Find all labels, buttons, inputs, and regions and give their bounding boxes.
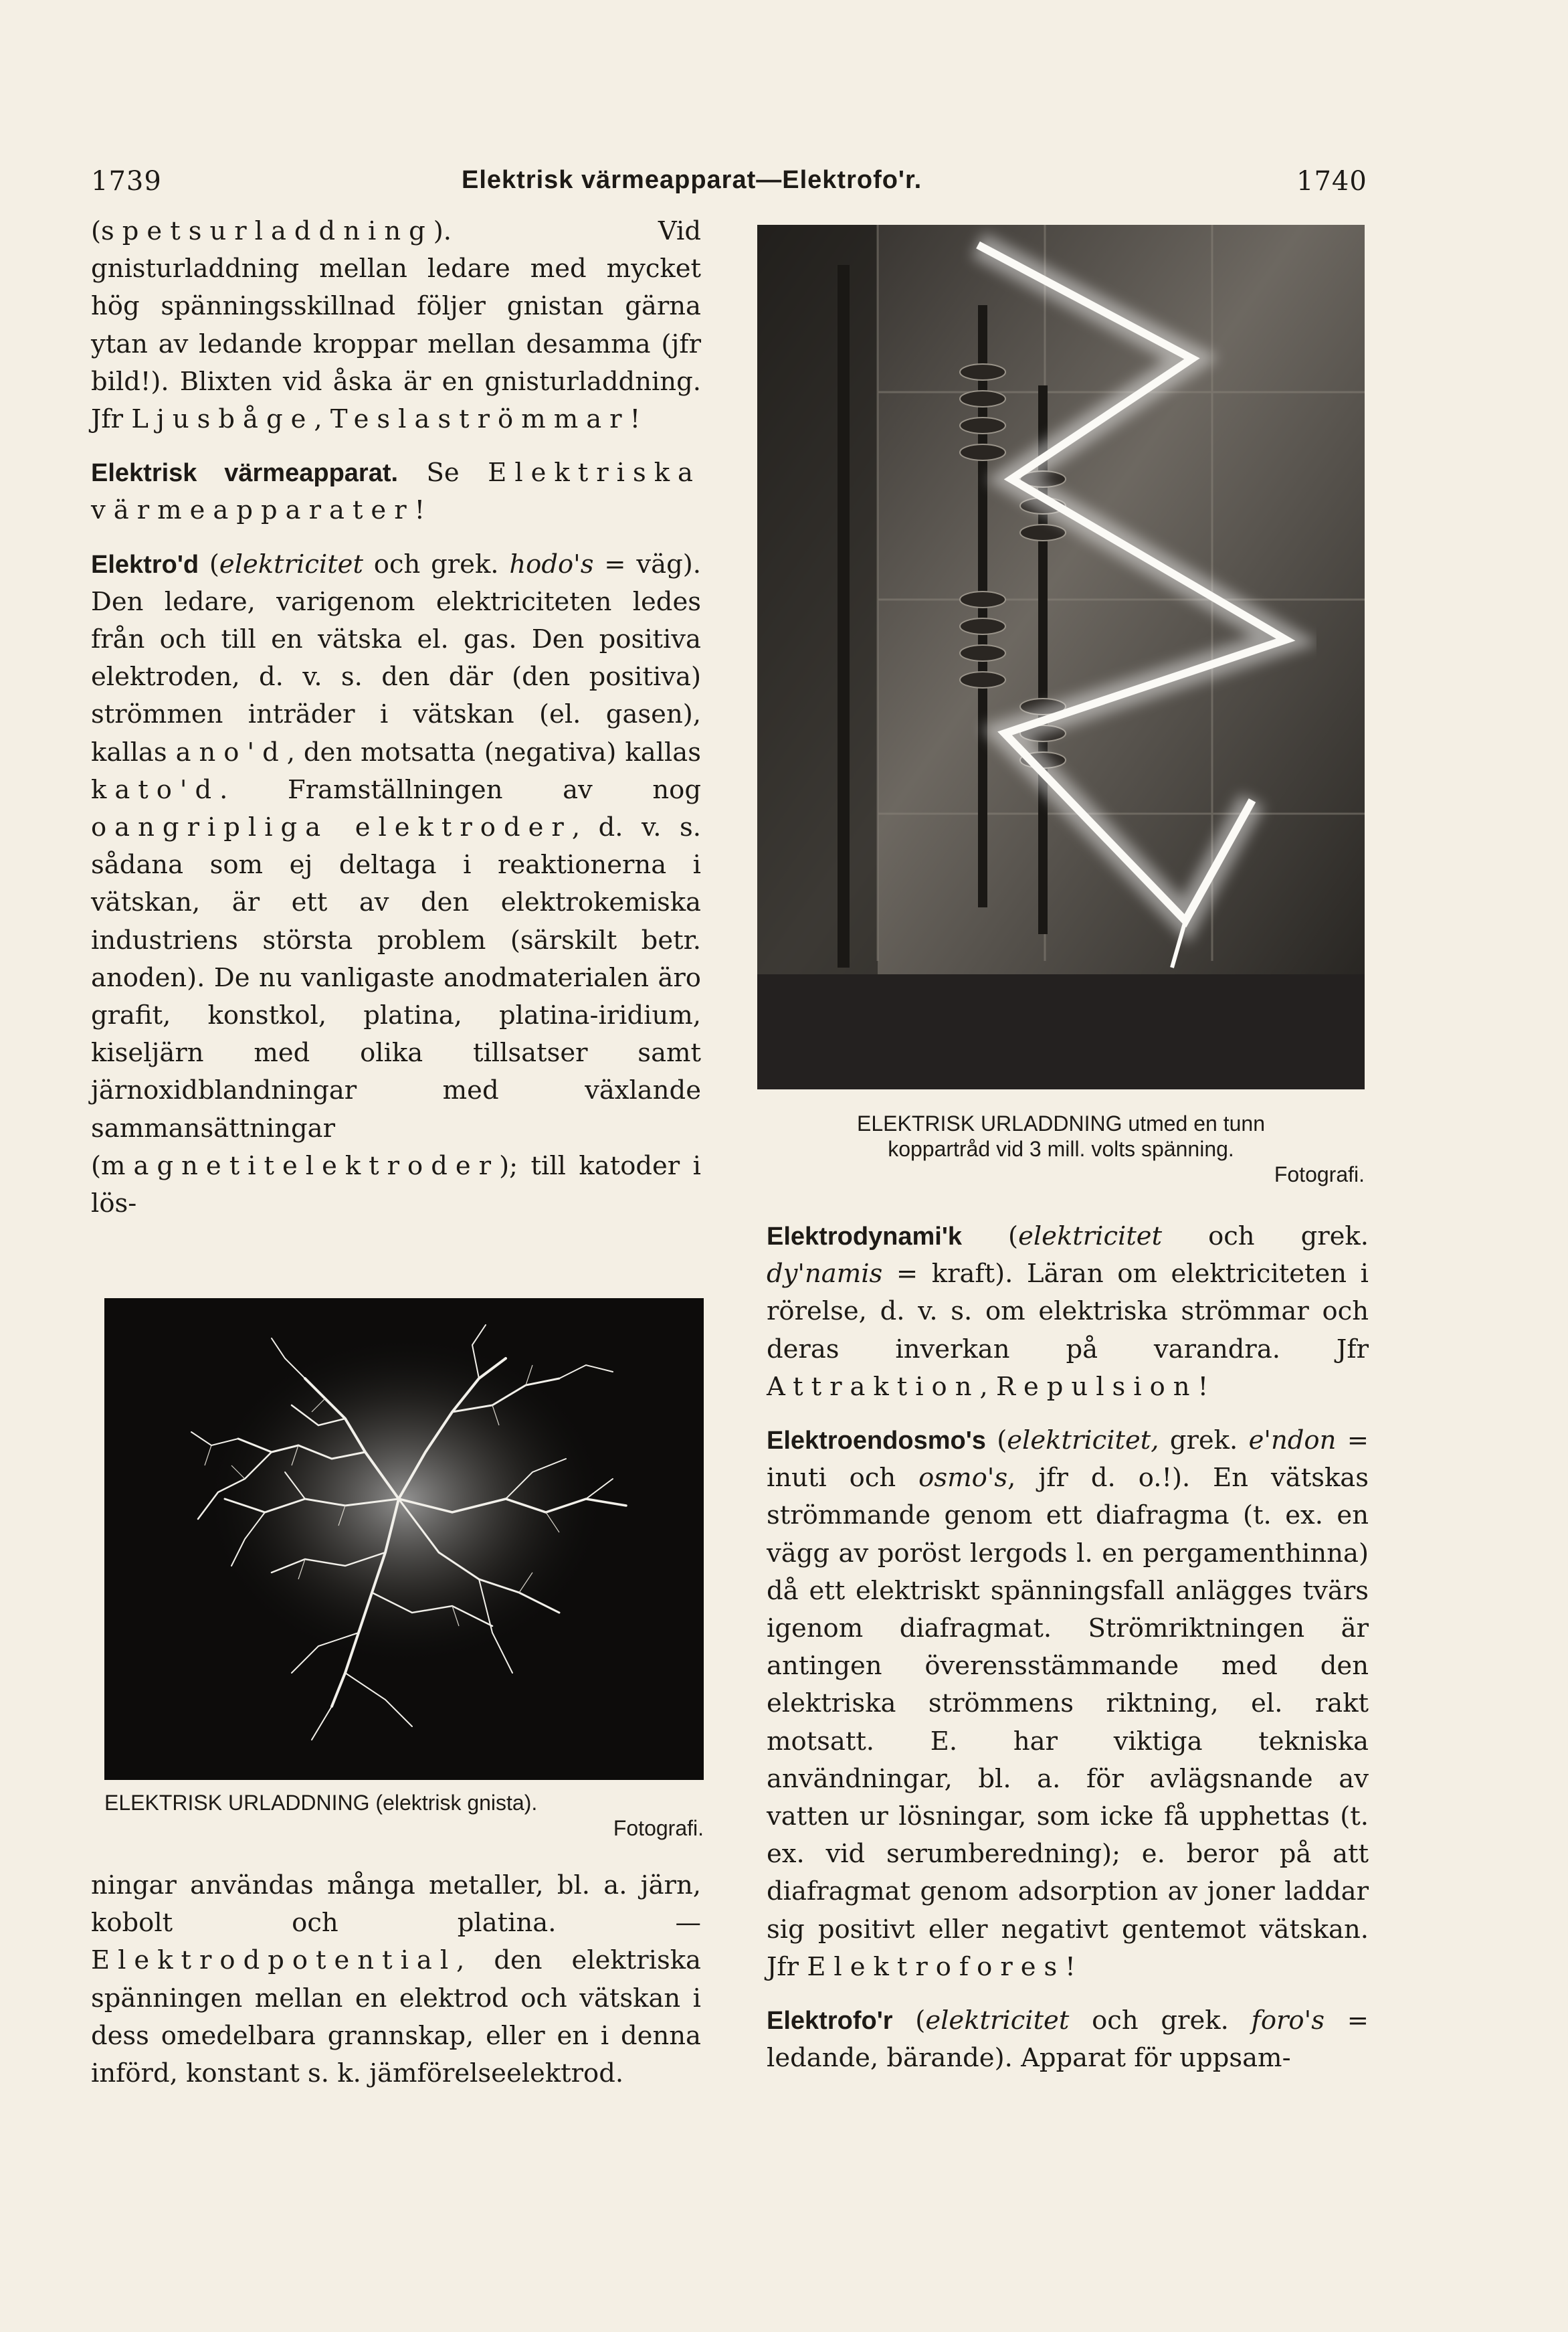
entry-headword: Elektrofo'r <box>767 2007 893 2036</box>
caption-line: ELEKTRISK URLADDNING (elektrisk gnista). <box>104 1791 538 1815</box>
caption-credit: Fotografi. <box>613 1816 704 1840</box>
text-run: , d. v. s. sådana som ej deltaga i reaktionerna i vätskan, är ett av den elektrokemiska industriens största problem (särskilt betr. anoden). De nu vanligaste anodmaterialen äro grafit, konstkol, platina, platina-iridium, kiseljärn med olika tillsatser samt järnoxidblandningar med växlande sammansättningar ( <box>91 812 701 1181</box>
page-number-left: 1739 <box>91 166 162 197</box>
text-run: = inuti och <box>767 1425 1369 1494</box>
text-run: ( <box>892 2005 926 2036</box>
text-run: , den motsatta (negativa) kallas <box>286 737 702 768</box>
caption-line: ELEKTRISK URLADDNING utmed en tunn <box>856 1111 1265 1136</box>
text-run: och grek. <box>363 549 510 579</box>
text-run: = kraft). Läran om elektriciteten i rörelse, d. v. s. om elektriska strömmar och deras inverkan på varandra. Jfr <box>767 1259 1369 1364</box>
spaced-term: ano'd <box>175 737 287 768</box>
text-run: ! <box>1065 1951 1076 1982</box>
entry-headword: Elektro'd <box>91 550 199 579</box>
text-run: och grek. <box>1162 1221 1369 1251</box>
entry-headword: Elektrisk värmeapparat. <box>91 459 399 488</box>
text-run: ! <box>629 404 641 435</box>
etymology-term: osmo's <box>918 1463 1008 1494</box>
page-number-right: 1740 <box>1296 166 1367 197</box>
entry-headword: Elektrodynami'k <box>767 1223 963 1251</box>
text-run: ningar användas många metaller, bl. a. järn, kobolt och platina. — <box>91 1870 701 1939</box>
text-run: och grek. <box>1069 2005 1252 2036</box>
entry-elektrofor <box>767 2002 1369 2077</box>
text-run: ( <box>985 1425 1007 1456</box>
text-run: ( <box>199 549 219 579</box>
text-run: ); till katoder i lös- <box>91 1150 701 1219</box>
text-run: . Framställningen av nog <box>219 774 701 805</box>
text-run: = väg). Den ledare, varigenom elektriciteten ledes från och till en vätska el. gas. Den positiva elektroden, d. v. s. den där (den positiva) strömmen inträder i vätskan (el. gasen), kallas <box>91 549 701 768</box>
spark-photo-caption <box>104 1790 704 1841</box>
spaced-term: oangripliga elektroder <box>91 812 572 843</box>
cross-reference: Ljusbåge <box>131 404 314 435</box>
zigzag-discharge-photo <box>757 225 1365 1089</box>
spark-photo <box>104 1298 704 1780</box>
cross-reference: Attraktion <box>767 1371 980 1402</box>
entry-elektrod-continued <box>91 1867 701 2092</box>
etymology-term: elektricitet, <box>1007 1425 1159 1456</box>
cross-reference: Elektriska värmeapparater <box>91 458 701 526</box>
text-run: ). Vid gnisturladdning mellan ledare med mycket hög spänningsskillnad följer gnistan gärna ytan av ledande kroppar mellan desamma (jfr bild!). Blixten vid åska är en gnisturladdning. Jfr <box>91 216 701 435</box>
text-run: ( <box>962 1221 1019 1251</box>
spaced-term: magnetitelektroder <box>101 1150 500 1181</box>
text-run: = ledande, bärande). Apparat för uppsam- <box>767 2005 1369 2074</box>
text-run: , jfr d. o.!). En vätskas strömmande genom ett diafragma (t. ex. en vägg av poröst lergods l. en pergamenthinna) då ett elektriskt spänningsfall anlägges tvärs igenom diafragmat. Strömriktningen är antingen överensstämmande med den elektriska strömmens riktning, el. rakt motsatt. E. har viktiga tekniska användningar, bl. a. för avlägsnande av vatten ur lösningar, som icke få upphettas (t. ex. vid serumberedning); e. beror på att diafragmat genom adsorption av joner laddar sig positivt eller negativt gentemot vätskan. Jfr <box>767 1463 1369 1982</box>
etymology-term: elektricitet <box>1018 1221 1163 1251</box>
left-column-bottom <box>91 1867 701 2092</box>
etymology-term: elektricitet <box>925 2005 1070 2036</box>
etymology-term: hodo's <box>509 549 594 579</box>
spark-discharge-image <box>104 1298 704 1780</box>
entry-headword: Elektroendosmo's <box>767 1427 986 1455</box>
spaced-term: kato'd <box>91 774 220 805</box>
entry-continuation <box>91 213 701 438</box>
text-run: Se <box>398 458 488 488</box>
text-run: grek. <box>1159 1425 1249 1456</box>
right-column-text <box>767 1218 1369 2077</box>
text-run: ( <box>91 216 102 246</box>
entry-elektrodynamik <box>767 1218 1369 1406</box>
cross-reference: Elektrofores <box>807 1951 1066 1982</box>
etymology-term: foro's <box>1251 2005 1325 2036</box>
cross-reference: Teslaströmmar <box>330 404 630 435</box>
etymology-term: e'ndon <box>1248 1425 1337 1456</box>
etymology-term: dy'namis <box>767 1259 883 1289</box>
caption-credit: Fotografi. <box>1274 1162 1365 1186</box>
left-column-top <box>91 213 701 1223</box>
text-run: ! <box>414 495 425 526</box>
spaced-term: Elektrodpotential <box>91 1945 457 1976</box>
zigzag-discharge-image <box>757 225 1365 1089</box>
entry-elektrod <box>91 546 701 1223</box>
entry-elektrisk-varmeapparat <box>91 454 701 529</box>
cross-reference: Repulsion <box>996 1371 1198 1402</box>
etymology-term: elektricitet <box>219 549 363 579</box>
caption-line: koppartråd vid 3 mill. volts spänning. <box>888 1137 1234 1161</box>
running-head: Elektrisk värmeapparat—Elektrofo'r. <box>462 166 922 194</box>
text-run: , den elektriska spänningen mellan en elektrod och vätskan i dess omedelbara grannskap, eller en i denna införd, konstant s. k. jämförelseelektrod. <box>91 1945 701 2089</box>
entry-elektroendosmos <box>767 1422 1369 1986</box>
text-run: , <box>314 404 330 435</box>
zigzag-photo-caption <box>757 1111 1365 1187</box>
text-run: ! <box>1197 1371 1209 1402</box>
spaced-term: spetsurladdning <box>101 216 433 246</box>
text-run: , <box>979 1371 996 1402</box>
